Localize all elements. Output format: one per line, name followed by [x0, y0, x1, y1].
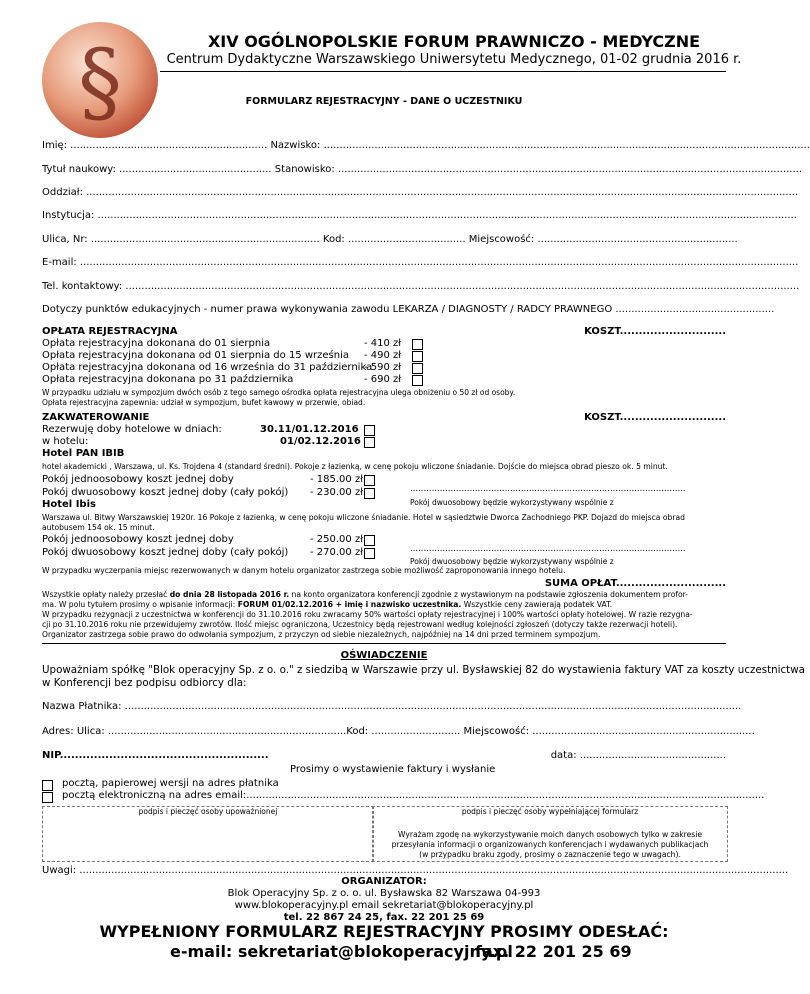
payer-name-field[interactable]: Nazwa Płatnika: ..................................................................................................................................................................................................	[42, 701, 742, 712]
send-instructions: WYPEŁNIONY FORMULARZ REJESTRACYJNY PROSIMY ODESŁAĆ:	[99, 922, 669, 941]
postal-invoice-label: pocztą, papierowej wersji na adres płatnika	[62, 778, 279, 789]
hotel2-single-checkbox[interactable]	[364, 535, 375, 546]
phone-field[interactable]: Tel. kontaktowy: ....................................................................................................................................................................................................................	[42, 281, 800, 292]
fee-option-checkbox[interactable]	[412, 339, 423, 350]
signature-label: podpis i pieczęć osoby wypełniającej formularz	[461, 807, 639, 816]
hotel2-single-price: - 250.00 zł	[310, 534, 364, 545]
consent-text: Wyrażam zgodę na wykorzystywanie moich danych osobowych tylko w zakresie przesyłania informacji o organizowanych konferencjach i wydawanych publikacjach (w przypadku braku zgody, prosimy o zaznaczenie tego w uwagach).	[391, 830, 709, 859]
fee-note: W przypadku udziału w sympozjum dwóch osób z tego samego ośrodka opłata rejestracyjna ulega obniżeniu o 50 zł od osoby.	[42, 388, 516, 397]
hotel1-single-checkbox[interactable]	[364, 475, 375, 486]
date-field[interactable]: data: ..............................................	[550, 750, 726, 761]
hotel1-name: Hotel PAN IBIB	[42, 448, 125, 459]
license-number-field[interactable]: Dotyczy punktów edukacyjnych - numer prawa wykonywania zawodu LEKARZA / DIAGNOSTY / RADCY PRAWNEGO ..................................................	[42, 304, 775, 315]
fee-note: Opłata rejestracyjna zapewnia: udział w sympozjum, bufet kawowy w przerwie, obiad.	[42, 398, 366, 407]
hotel1-double-price: - 230.00 zł	[310, 487, 364, 498]
city-field[interactable]: Miejscowość: ...............................................................	[468, 234, 738, 245]
reserve-label: Rezerwuję doby hotelowe w dniach:	[42, 424, 222, 435]
form-title: FORMULARZ REJESTRACYJNY - DANE O UCZESTNIKU	[245, 96, 523, 107]
hotel1-single-price: - 185.00 zł	[310, 474, 364, 485]
hotel1-double-checkbox[interactable]	[364, 488, 375, 499]
hotel2-shared-label: Pokój dwuosobowy będzie wykorzystywany wspólnie z	[410, 557, 614, 566]
fee-item: Opłata rejestracyjna dokonana do 01 sierpnia - 410 zł	[42, 338, 442, 350]
signature-box-authorized[interactable]	[42, 806, 374, 862]
hotel2-name: Hotel Ibis	[42, 499, 96, 510]
remarks-field[interactable]: Uwagi: ...............................................................................................................................................................................................................................	[42, 865, 789, 876]
signature-label: podpis i pieczęć osoby upoważnionej	[138, 807, 278, 816]
hotel2-desc: autobusem 154 ok. 15 minut.	[42, 523, 155, 532]
hotel1-single: Pokój jednoosobowy koszt jednej doby	[42, 474, 234, 485]
accommodation-heading: ZAKWATEROWANIE	[42, 412, 150, 423]
fee-item: Opłata rejestracyjna dokonana po 31 października - 690 zł	[42, 374, 442, 386]
accommodation-cost-field[interactable]: KOSZT............................	[584, 412, 726, 423]
date-option-2-checkbox[interactable]	[364, 437, 375, 448]
payment-info: Wszystkie opłaty należy przesłać do dnia 28 listopada 2016 r. na konto organizatora konferencji zgodnie z wystawionym na podstawie zgłoszenia dokumentem profor- ma. W polu tytułem prosimy o wpisanie informacji: FORUM 01/02.12.2016 + imię i nazwisko uczestnika. Wszystkie ceny zawierają podatek VAT. W przypadku rezygnacji z uczestnictwa w konferencji do 31.10.2016 roku zwracamy 50% wartości opłaty rejestracyjnej i 100% wartości opłaty hotelowej. W razie rezygna- cji po 31.10.2016 roku nie przewidujemy zwrotów. Ilość miejsc ograniczona, Uczestnicy będą rejestrowani według kolejności zgłoszeń (dotyczy także rezerwacji hoteli). Organizator zastrzega sobie prawo do odwołania sympozjum, z przyczyn od siebie niezależnych, najpóźniej na 14 dni przed terminem sympozjum.	[42, 590, 693, 639]
position-field[interactable]: Stanowisko: ..................................................................................................................................................	[274, 164, 803, 175]
hotel2-shared-line[interactable]: ......................................................................................................	[410, 544, 686, 554]
page-subtitle: Centrum Dydaktyczne Warszawskiego Uniwersytetu Medycznego, 01-02 grudnia 2016 r.	[166, 52, 742, 67]
academic-title-field[interactable]: Tytuł naukowy: ................................................	[42, 164, 272, 175]
contact-email: e-mail: sekretariat@blokoperacyjny.pl	[170, 942, 513, 961]
date-option-2: 01/02.12.2016	[280, 436, 361, 447]
statement-heading: OŚWIADCZENIE	[340, 650, 428, 661]
fee-heading: OPŁATA REJESTRACYJNA	[42, 326, 178, 337]
email-field[interactable]: E-mail: ..................................................................................................................................................................................................................................	[42, 257, 799, 268]
institution-field[interactable]: Instytucja: ............................................................................................................................................................................................................................	[42, 210, 797, 221]
date-option-1-checkbox[interactable]	[364, 425, 375, 436]
hotel2-single: Pokój jednoosobowy koszt jednej doby	[42, 534, 234, 545]
fee-item: Opłata rejestracyjna dokonana od 16 września do 31 października - 590 zł	[42, 362, 442, 374]
hotel-exhaust-note: W przypadku wyczerpania miejsc rezerwowanych w danym hotelu organizator zastrzega sobie możliwość zaproponowania innego hotelu.	[42, 566, 566, 575]
section-sign-logo-icon	[40, 20, 160, 140]
first-name-field[interactable]: Imię: ..............................................................	[42, 140, 268, 151]
postal-invoice-checkbox[interactable]	[42, 780, 53, 791]
last-name-field[interactable]: Nazwisko: .........................................................................................................................................................	[270, 140, 810, 151]
hotel2-double-checkbox[interactable]	[364, 548, 375, 559]
section-divider	[42, 643, 726, 644]
contact-fax: fax. 22 201 25 69	[475, 942, 632, 961]
organizer-info: ORGANIZATOR: Blok Operacyjny Sp. z o. o. ul. Bysławska 82 Warszawa 04-993 www.blokoperacyjny.pl email sekretariat@blokoperacyjny.pl tel. 22 867 24 25, fax. 22 201 25 69	[0, 876, 768, 924]
header-rule	[160, 71, 726, 72]
payer-address-field[interactable]: Adres: Ulica: ...........................................................................Kod: ............................ Miejscowość: ......................................................................	[42, 726, 755, 737]
svg-text:§: §	[78, 30, 122, 133]
signature-box-filler[interactable]	[372, 806, 728, 862]
postal-code-field[interactable]: Kod: .....................................	[322, 234, 466, 245]
hotel1-shared-line[interactable]: ......................................................................................................	[410, 484, 686, 494]
fee-item: Opłata rejestracyjna dokonana od 01 sierpnia do 15 września - 490 zł	[42, 350, 442, 362]
invoice-request: Prosimy o wystawienie faktury i wysłanie	[290, 764, 496, 775]
email-invoice-field[interactable]: pocztą elektroniczną na adres email:...................................................................................................................................................................	[62, 790, 765, 801]
total-cost-field[interactable]: SUMA OPŁAT.............................	[544, 578, 726, 589]
street-field[interactable]: Ulica, Nr: ........................................................................	[42, 234, 320, 245]
nip-field[interactable]: NIP.......................................................	[42, 750, 269, 761]
department-field[interactable]: Oddział: ................................................................................................................................................................................................................................	[42, 187, 799, 198]
statement-text: w Konferencji bez podpisu odbiorcy dla:	[42, 677, 247, 689]
hotel2-double-price: - 270.00 zł	[310, 547, 364, 558]
logo	[40, 20, 160, 140]
fee-option-checkbox[interactable]	[412, 363, 423, 374]
statement-text: Upoważniam spółkę "Blok operacyjny Sp. z o. o." z siedzibą w Warszawie przy ul. Bysławskiej 82 do wystawienia faktury VAT za koszty uczestnictwa	[42, 664, 805, 676]
date-option-1: 30.11/01.12.2016	[260, 424, 359, 435]
fee-cost-field[interactable]: KOSZT............................	[584, 326, 726, 337]
hotel1-desc: hotel akademicki , Warszawa, ul. Ks. Trojdena 4 (standard średni). Pokoje z łazienką, w cenę pokoju wliczone śniadanie. Dojście do miejsca obrad pieszo ok. 5 minut.	[42, 462, 668, 471]
hotel1-shared-label: Pokój dwuosobowy będzie wykorzystywany wspólnie z	[410, 498, 614, 507]
fee-option-checkbox[interactable]	[412, 351, 423, 362]
organizer-heading: ORGANIZATOR:	[341, 876, 427, 887]
hotel2-double: Pokój dwuosobowy koszt jednej doby (cały pokój)	[42, 547, 289, 558]
page-title: XIV OGÓLNOPOLSKIE FORUM PRAWNICZO - MEDYCZNE	[207, 32, 701, 51]
email-invoice-checkbox[interactable]	[42, 792, 53, 803]
fee-option-checkbox[interactable]	[412, 375, 423, 386]
hotel1-double: Pokój dwuosobowy koszt jednej doby (cały pokój)	[42, 487, 289, 498]
hotel-label: w hotelu:	[42, 436, 89, 447]
hotel2-desc: Warszawa ul. Bitwy Warszawskiej 1920r. 16 Pokoje z łazienką, w cenę pokoju wliczone śniadanie. Hotel w sąsiedztwie Dworca Zachodniego PKP. Dojazd do miejsca obrad	[42, 513, 685, 522]
fee-list	[42, 338, 442, 386]
